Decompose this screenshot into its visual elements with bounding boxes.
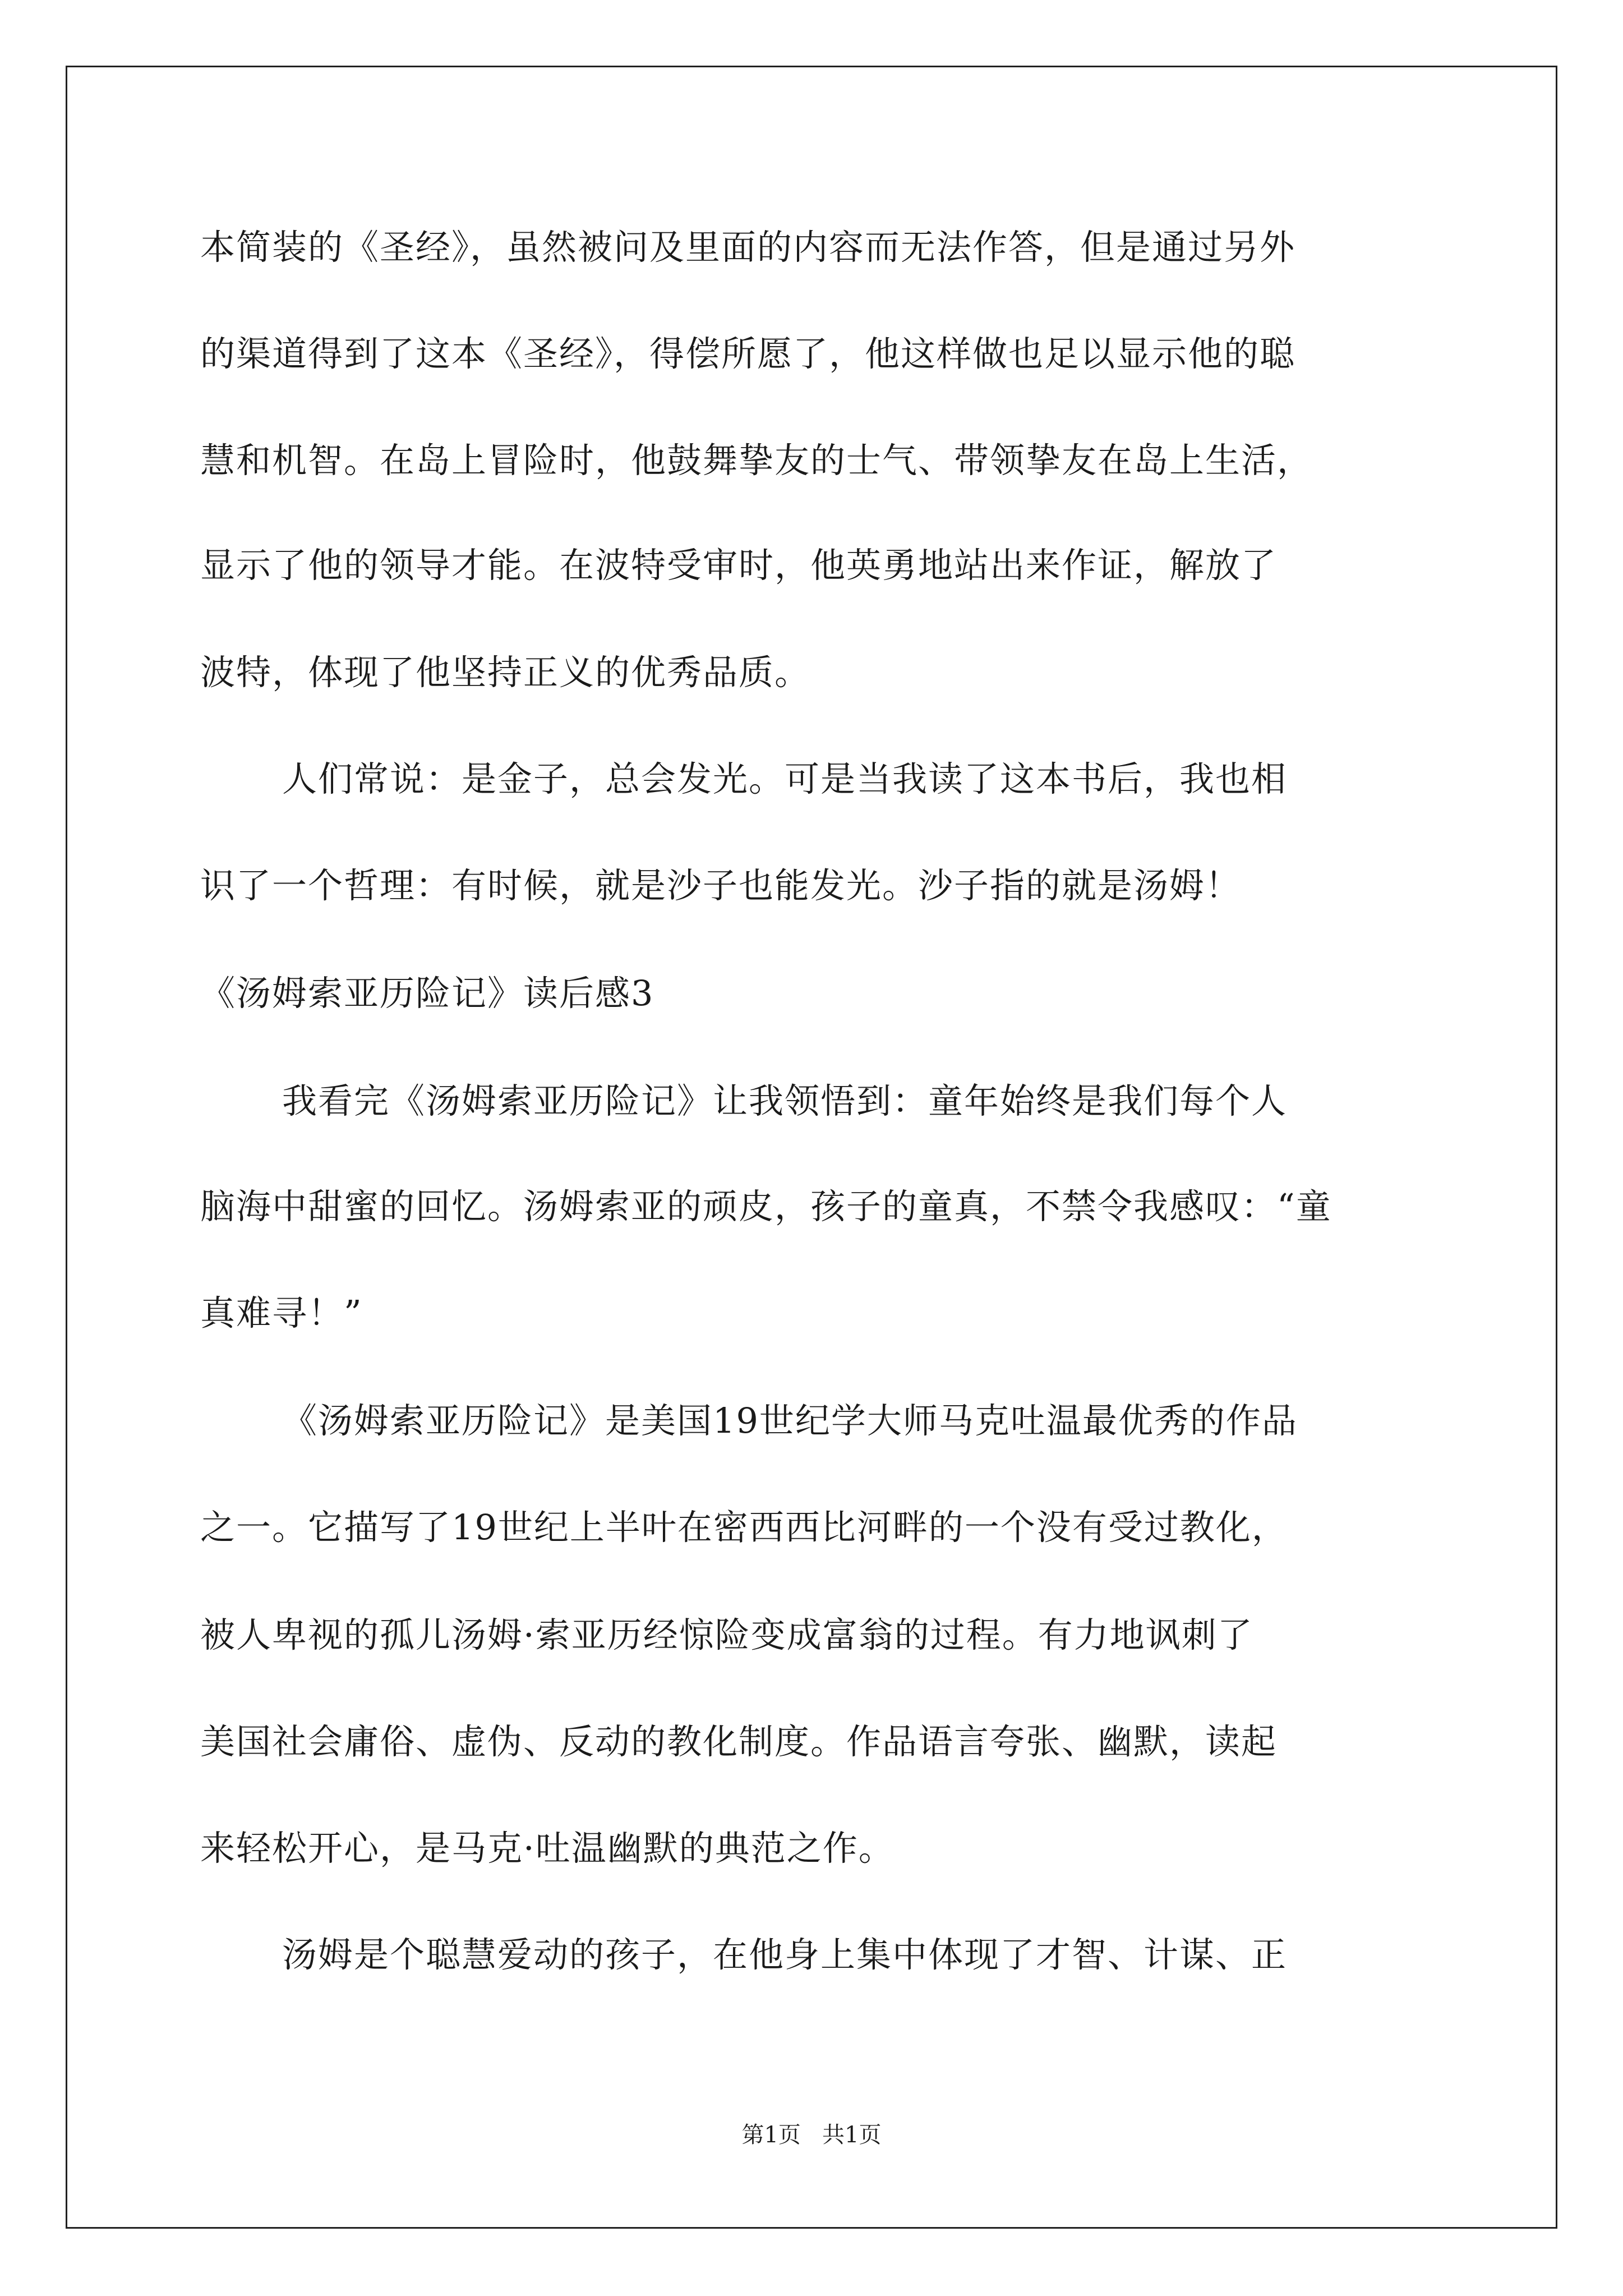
text-line: 来轻松开心，是马克·吐温幽默的典范之作。: [200, 1828, 895, 1869]
section-heading: 《汤姆索亚历险记》读后感3: [200, 973, 654, 1014]
text-line: 本简装的《圣经》，虽然被问及里面的内容而无法作答，但是通过另外: [200, 227, 1296, 268]
text-line: 真难寻！”: [200, 1292, 363, 1333]
text-line: 脑海中甜蜜的回忆。汤姆索亚的顽皮，孩子的童真，不禁令我感叹：“童: [200, 1186, 1332, 1227]
text-line: 美国社会庸俗、虚伪、反动的教化制度。作品语言夸张、幽默，读起: [200, 1721, 1278, 1762]
text-line: 波特，体现了他坚持正义的优秀品质。: [200, 652, 811, 693]
text-line: 识了一个哲理：有时候，就是沙子也能发光。沙子指的就是汤姆！: [200, 865, 1242, 906]
text-line: 显示了他的领导才能。在波特受审时，他英勇地站出来作证，解放了: [200, 545, 1278, 586]
paragraph-first-line: 《汤姆索亚历险记》是美国19世纪学大师马克吐温最优秀的作品: [282, 1400, 1298, 1441]
paragraph-first-line: 我看完《汤姆索亚历险记》让我领悟到：童年始终是我们每个人: [282, 1080, 1288, 1121]
paragraph-first-line: 汤姆是个聪慧爱动的孩子，在他身上集中体现了才智、计谋、正: [282, 1934, 1288, 1975]
text-line: 被人卑视的孤儿汤姆·索亚历经惊险变成富翁的过程。有力地讽刺了: [200, 1614, 1253, 1655]
page-border: [66, 66, 1557, 2229]
text-line: 慧和机智。在岛上冒险时，他鼓舞挚友的士气、带领挚友在岛上生活，: [200, 440, 1313, 481]
page-footer: 第1页 共1页: [741, 2122, 882, 2148]
text-line: 之一。它描写了19世纪上半叶在密西西比河畔的一个没有受过教化，: [200, 1507, 1288, 1548]
text-line: 的渠道得到了这本《圣经》，得偿所愿了，他这样做也足以显示他的聪: [200, 333, 1296, 374]
paragraph-first-line: 人们常说：是金子，总会发光。可是当我读了这本书后，我也相: [282, 758, 1288, 799]
